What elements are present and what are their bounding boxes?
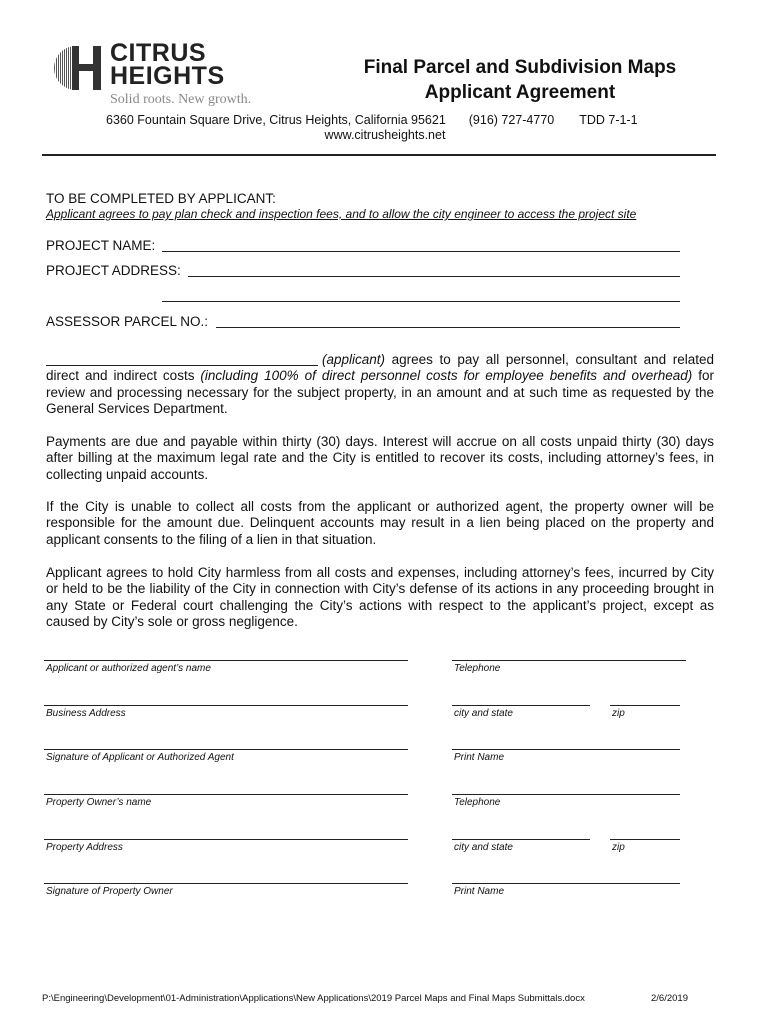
project-address-field[interactable] xyxy=(188,276,680,277)
owner-telephone-line[interactable] xyxy=(452,794,680,795)
owner-telephone-label: Telephone xyxy=(454,797,501,808)
applicant-word: (applicant) xyxy=(322,352,386,367)
header-divider xyxy=(42,154,716,156)
business-zip-label: zip xyxy=(612,708,625,719)
property-address-line[interactable] xyxy=(44,839,408,840)
property-address-label: Property Address xyxy=(46,842,123,853)
applicant-telephone-label: Telephone xyxy=(454,663,501,674)
document-title: Final Parcel and Subdivision Maps xyxy=(363,57,677,78)
owner-name-label: Property Owner’s name xyxy=(46,797,152,808)
applicant-signature-line[interactable] xyxy=(44,749,408,750)
footer-date: 2/6/2019 xyxy=(651,993,688,1004)
citrus-heights-logo-mark-icon xyxy=(52,44,106,92)
project-name-label: PROJECT NAME: xyxy=(46,238,156,253)
paragraph-costs-italic: (including 100% of direct personnel costs for employee benefits and overhead) xyxy=(200,368,693,384)
property-zip-label: zip xyxy=(612,842,625,853)
apn-field[interactable] xyxy=(216,327,680,328)
city-website: www.citrusheights.net xyxy=(324,128,446,142)
city-logo xyxy=(52,39,282,112)
business-city-state-label: city and state xyxy=(454,708,513,719)
owner-print-name-label: Print Name xyxy=(454,886,505,897)
property-city-state-line[interactable] xyxy=(452,839,590,840)
owner-name-line[interactable] xyxy=(44,794,408,795)
business-zip-line[interactable] xyxy=(610,705,680,706)
city-address: 6360 Fountain Square Drive, Citrus Heights, California 95621 xyxy=(106,113,446,127)
paragraph-costs-text-b: for review and processing necessary for the subject property, in an amount and at such time as requested by the General Services Department. xyxy=(46,368,714,417)
logo-word-line2: HEIGHTS xyxy=(110,62,225,90)
business-address-line[interactable] xyxy=(44,705,408,706)
project-address-field-line2[interactable] xyxy=(162,301,680,302)
applicant-print-name-line[interactable] xyxy=(452,749,680,750)
applicant-signature-label: Signature of Applicant or Authorized Agent xyxy=(46,752,234,763)
property-zip-line[interactable] xyxy=(610,839,680,840)
section-note: Applicant agrees to pay plan check and inspection fees, and to allow the city engineer to access the project site xyxy=(46,207,637,221)
logo-tagline: Solid roots. New growth. xyxy=(110,92,252,107)
city-phone: (916) 727-4770 xyxy=(468,113,555,127)
paragraph-payments: Payments are due and payable within thirty (30) days. Interest will accrue on all costs unpaid thirty (30) days after billing at the maximum legal rate and the City is entitled to recover its costs, including attorney’s fees, in collecting unpaid accounts. xyxy=(46,434,714,482)
project-address-label: PROJECT ADDRESS: xyxy=(46,263,181,278)
applicant-name-line[interactable] xyxy=(44,660,408,661)
paragraph-indemnity: Applicant agrees to hold City harmless from all costs and expenses, including attorney’s fees, incurred by City or held to be the liability of the City in connection with City’s defense of its actions in any proceeding brought in any State or Federal court challenging the City’s actions with respect to the applicant’s project, except as caused by City’s sole or gross negligence. xyxy=(46,565,714,630)
section-heading: TO BE COMPLETED BY APPLICANT: xyxy=(46,191,276,206)
document-subtitle: Applicant Agreement xyxy=(424,82,616,103)
logo-word-line1: CITRUS xyxy=(110,39,207,67)
project-name-field[interactable] xyxy=(162,251,680,252)
footer-file-path: P:\Engineering\Development\01-Administration\Applications\New Applications\2019 Parcel Maps and Final Maps Submittals.docx xyxy=(42,993,585,1004)
property-city-state-label: city and state xyxy=(454,842,513,853)
contact-line xyxy=(106,113,638,127)
business-city-state-line[interactable] xyxy=(452,705,590,706)
city-tdd: TDD 7-1-1 xyxy=(579,113,638,127)
paragraph-costs xyxy=(46,352,714,418)
applicant-name-label: Applicant or authorized agent’s name xyxy=(46,663,211,674)
business-address-label: Business Address xyxy=(46,708,126,719)
paragraph-collection: If the City is unable to collect all costs from the applicant or authorized agent, the property owner will be responsible for the amount due. Delinquent accounts may result in a lien being placed on the property and applicant consents to the filing of a lien in that situation. xyxy=(46,499,714,547)
logo-wordmark xyxy=(110,39,225,90)
owner-print-name-line[interactable] xyxy=(452,883,680,884)
owner-signature-label: Signature of Property Owner xyxy=(46,886,173,897)
applicant-telephone-line[interactable] xyxy=(452,660,686,661)
apn-label: ASSESSOR PARCEL NO.: xyxy=(46,314,209,329)
paragraph-costs-text-a: agrees to pay all personnel, consultant and related direct and indirect costs xyxy=(46,352,714,384)
applicant-print-name-label: Print Name xyxy=(454,752,505,763)
owner-signature-line[interactable] xyxy=(44,883,408,884)
